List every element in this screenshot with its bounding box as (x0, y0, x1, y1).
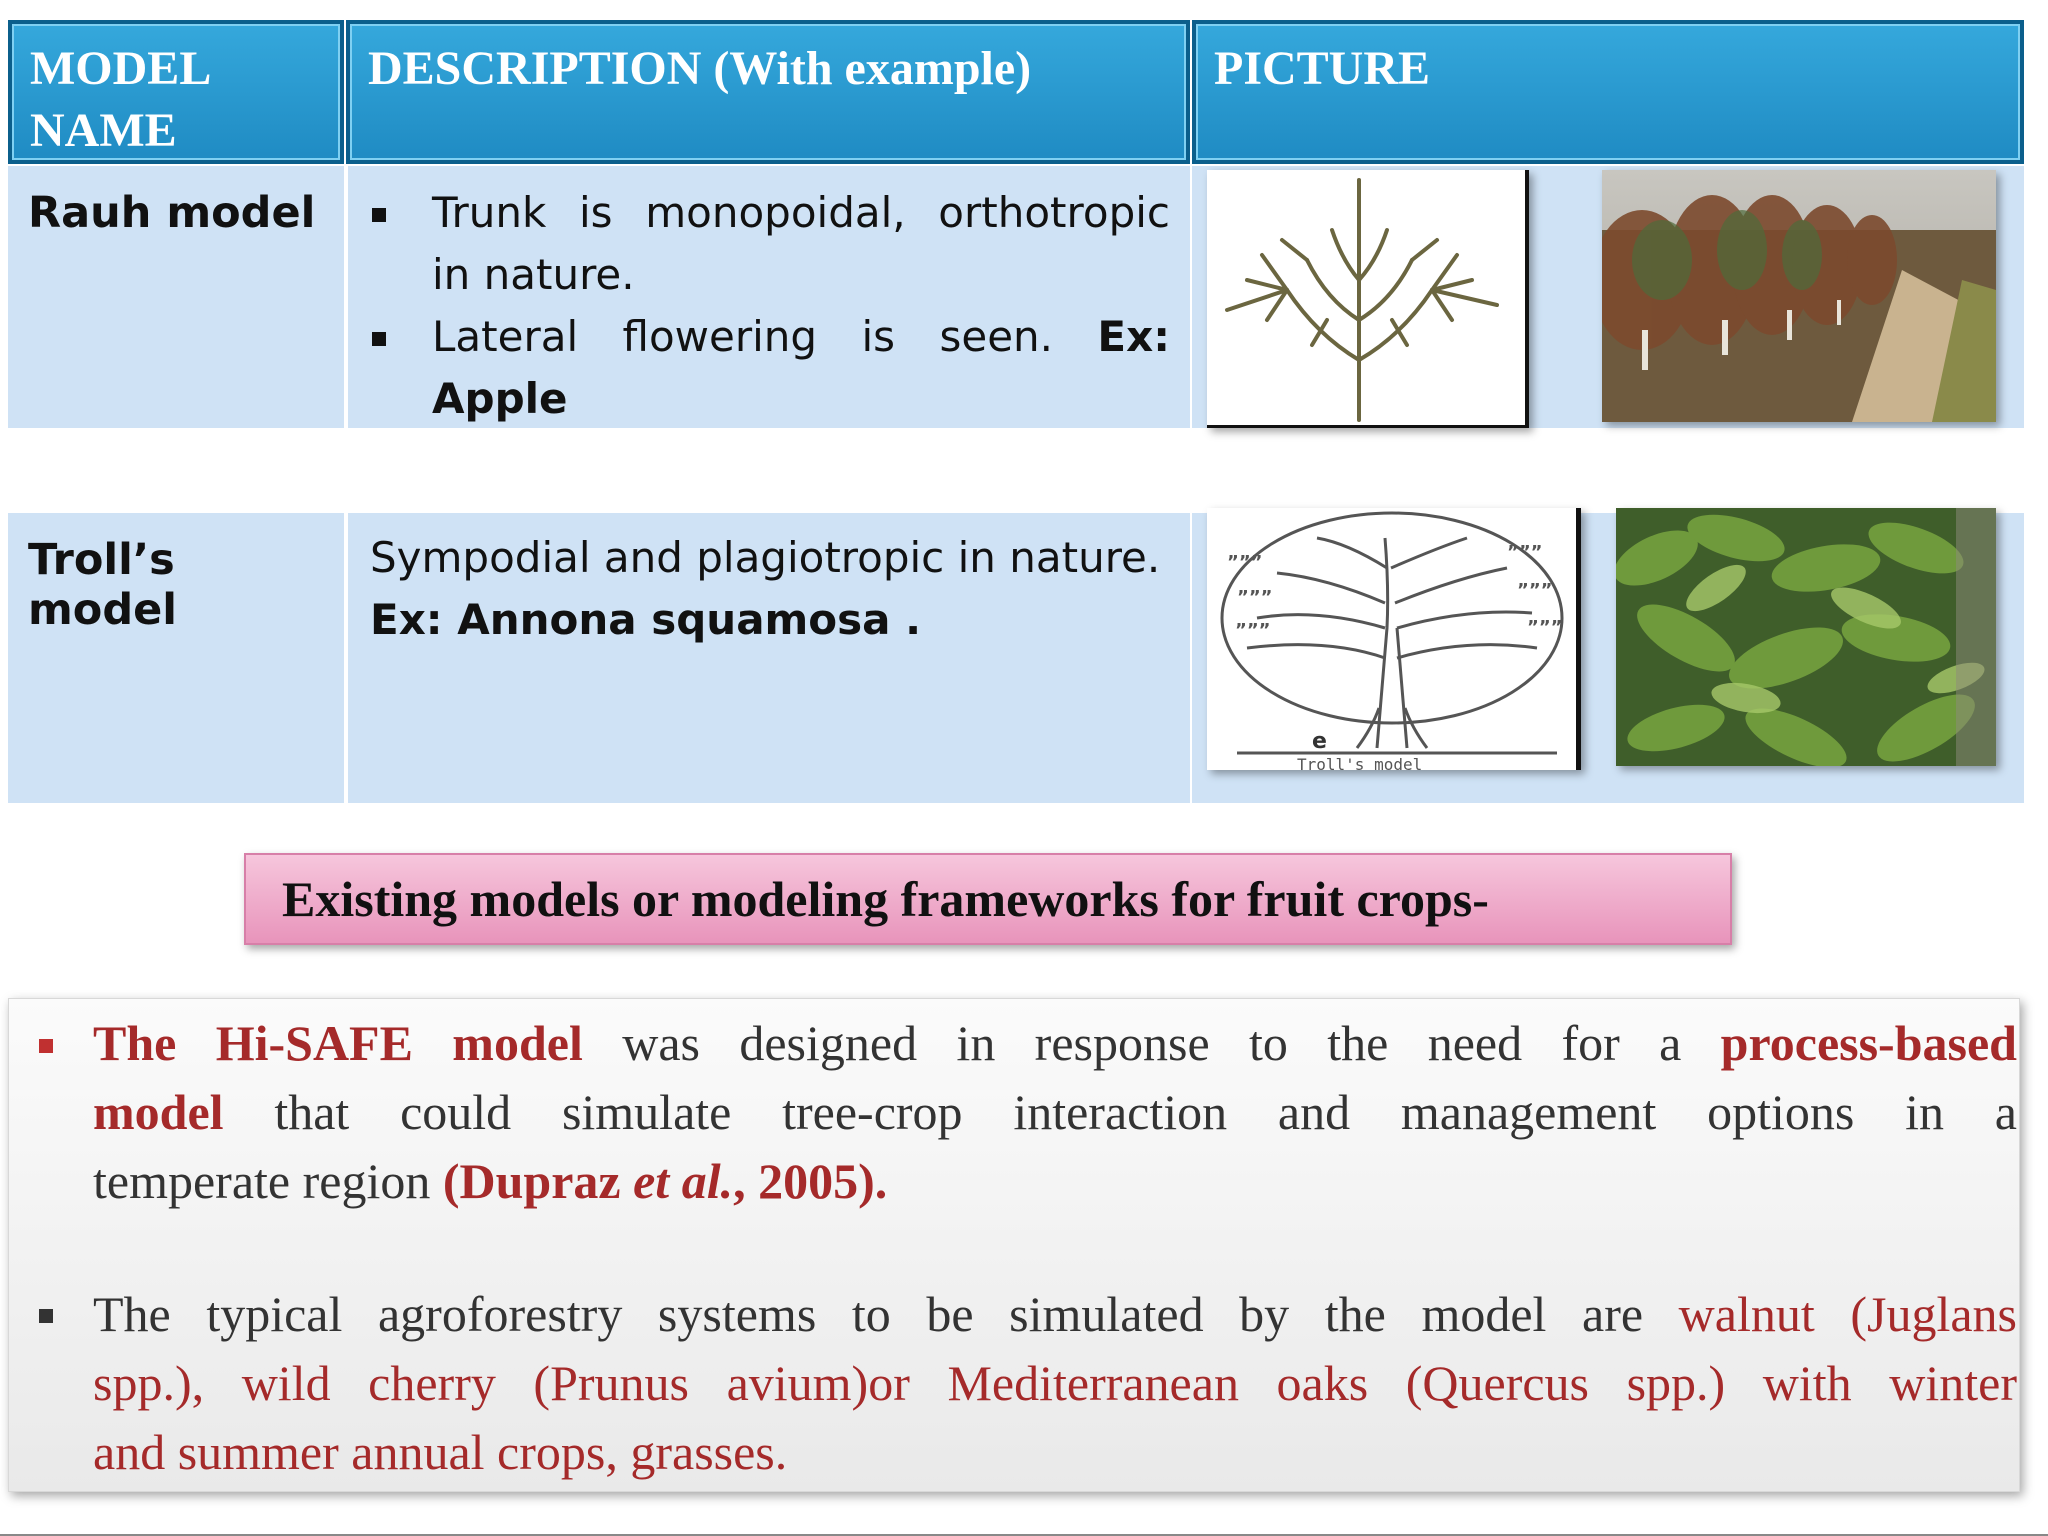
header-model-name (8, 20, 344, 164)
bullet-text-line1: Trunk is monopoidal, orthotropic (432, 188, 1170, 237)
model-name-cell (8, 513, 344, 803)
paragraph-line: and summer annual crops, grasses. (93, 1424, 788, 1480)
paragraph-line: spp.), wild cherry (Prunus avium)or Mediterranean oaks (Quercus spp.) with winter (93, 1355, 2017, 1411)
svg-text:”””: ””” (1227, 552, 1263, 573)
example-text: Ex: Annona squamosa . (370, 595, 922, 644)
bullet-text-line1 (432, 306, 1170, 368)
model-name: Troll’s model (28, 535, 178, 635)
rauh-model-diagram (1207, 170, 1529, 428)
bullet-square-icon (372, 332, 386, 346)
diagram-caption: Troll's model (1297, 755, 1423, 770)
svg-text:”””: ””” (1235, 620, 1271, 641)
example-value: Apple (432, 374, 568, 423)
troll-model-diagram (1207, 508, 1581, 770)
model-name-highlight: The Hi-SAFE model (93, 1015, 583, 1071)
bullet-text: Lateral flowering is seen. (432, 312, 1053, 361)
tree-diagram-icon (1207, 170, 1529, 428)
paragraph-line (93, 1078, 2017, 1147)
header-picture-label: PICTURE (1214, 42, 1431, 95)
tree-diagram-icon (1207, 508, 1581, 770)
paragraph-agroforestry (93, 1280, 2017, 1487)
header-description-label: DESCRIPTION (With example) (368, 42, 1032, 95)
description-cell (348, 513, 1190, 803)
header-model-name-line1: MODEL (30, 42, 212, 95)
highlight-run: model (93, 1084, 224, 1140)
text-run: that could simulate tree-crop interaction and management options in a (223, 1084, 2017, 1140)
bullet-text-line2: in nature. (432, 250, 635, 299)
species-run: walnut (Juglans (1678, 1286, 2017, 1342)
model-name: Rauh model (28, 188, 316, 238)
content-textbox (8, 998, 2020, 1492)
citation-run: (Dupraz (442, 1153, 634, 1209)
text-run: was designed in response to the need for a (582, 1015, 1721, 1071)
svg-text:”””: ””” (1507, 542, 1543, 563)
description-text: Sympodial and plagiotropic in nature. (370, 533, 1161, 582)
paragraph-hisafe (93, 1009, 2017, 1216)
example-label: Ex: (1097, 312, 1170, 361)
model-name-cell (8, 166, 344, 428)
red-bullet-icon (39, 1039, 53, 1053)
citation-italic: et al. (633, 1153, 734, 1209)
header-model-name-line2: NAME (30, 104, 177, 157)
foliage-photo-icon (1616, 508, 1996, 766)
svg-text:”””: ””” (1237, 587, 1273, 608)
description-cell (348, 166, 1190, 428)
text-run: The typical agroforestry systems to be simulated by the model are (93, 1286, 1679, 1342)
annona-squamosa-photo (1616, 508, 1996, 766)
paragraph-line (93, 1280, 2017, 1349)
section-banner (244, 853, 1732, 945)
paragraph-line (93, 1147, 2017, 1216)
header-description (346, 20, 1190, 164)
citation-run: , 2005). (733, 1153, 888, 1209)
bullet-square-icon (372, 208, 386, 222)
bullet-square-icon (39, 1309, 53, 1323)
text-run: temperate region (93, 1153, 443, 1209)
svg-text:”””: ””” (1517, 580, 1553, 601)
apple-orchard-photo (1602, 170, 1996, 422)
paragraph-line (93, 1009, 2017, 1078)
orchard-photo-icon (1602, 170, 1996, 422)
header-picture (1192, 20, 2024, 164)
diagram-letter: e (1312, 729, 1327, 754)
banner-title: Existing models or modeling frameworks for fruit crops- (282, 871, 1489, 927)
highlight-run: process-based (1720, 1015, 2017, 1071)
svg-text:”””: ””” (1527, 617, 1563, 638)
